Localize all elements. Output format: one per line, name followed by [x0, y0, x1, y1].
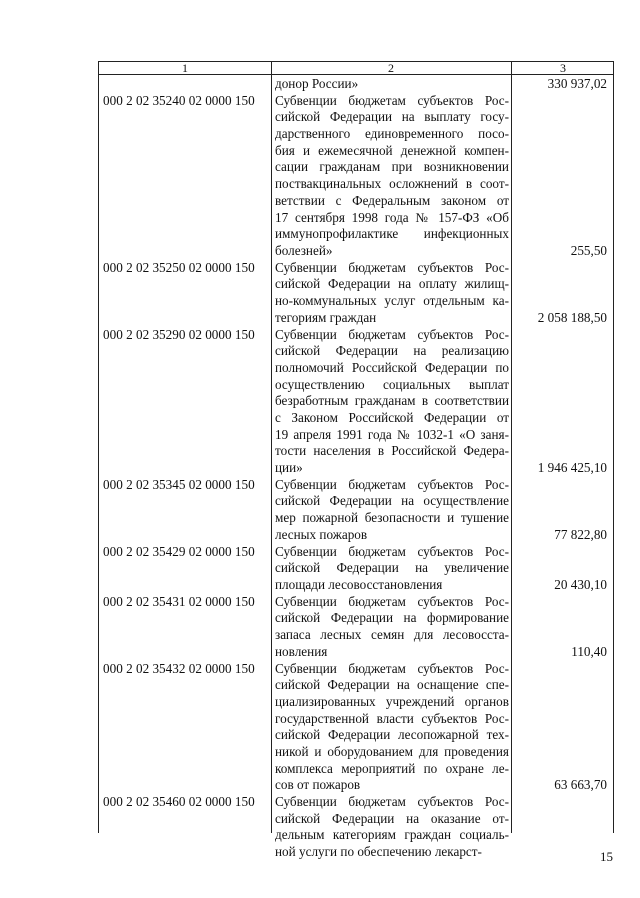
description-line: сийской Федерации на увеличение	[275, 560, 509, 576]
description-line: ной услуги по обеспечению лекарст-	[275, 844, 482, 860]
table-row	[99, 93, 613, 260]
description-line: сийской Федерации на оказание от-	[275, 810, 509, 826]
description-line: дарственного единовременного посо-	[275, 126, 509, 142]
row-amount: 1 946 425,10	[537, 460, 607, 476]
budget-table	[98, 61, 614, 860]
description-line: иммунопрофилактике инфекционных	[275, 226, 509, 242]
description-line: Субвенции бюджетам субъектов Рос-	[275, 794, 509, 810]
row-code: 000 2 02 35240 02 0000 150	[103, 92, 255, 108]
row-code: 000 2 02 35432 02 0000 150	[103, 660, 255, 676]
description-line: донор России»	[275, 76, 359, 91]
description-line: сийской Федерации на осуществление	[275, 493, 509, 509]
description-line: полномочий Российской Федерации по	[275, 359, 509, 375]
description-line: мер пожарной безопасности и тушение	[275, 510, 509, 526]
row-amount: 110,40	[571, 643, 607, 659]
row-code: 000 2 02 35250 02 0000 150	[103, 259, 255, 275]
description-line: сации гражданам при возникновении	[275, 159, 509, 175]
description-line: с Законом Российской Федерации от	[275, 409, 509, 425]
row-amount: 2 058 188,50	[537, 309, 607, 325]
table-row	[99, 327, 613, 477]
description-line: площади лесовосстановления	[275, 576, 443, 592]
row-amount: 63 663,70	[554, 777, 607, 793]
header-col-1: 1	[182, 61, 188, 75]
description-line: Субвенции бюджетам субъектов Рос-	[275, 476, 509, 492]
description-line: сийской Федерации лесопожарной тех-	[275, 727, 509, 743]
description-line: 19 апреля 1991 года № 1032-1 «О заня-	[275, 426, 509, 442]
description-line: поствакцинальных осложнений в соот-	[275, 176, 509, 192]
description-line: сийской Федерации на формирование	[275, 610, 509, 626]
description-line: никой и оборудованием для проведения	[275, 743, 509, 759]
description-line: Субвенции бюджетам субъектов Рос-	[275, 593, 509, 609]
description-line: государственной власти субъектов Рос-	[275, 710, 509, 726]
description-line: болезней»	[275, 242, 333, 258]
row-description	[275, 260, 509, 327]
description-line: комплекса мероприятий по охране ле-	[275, 760, 509, 776]
row-code: 000 2 02 35429 02 0000 150	[103, 543, 255, 559]
row-code: 000 2 02 35290 02 0000 150	[103, 326, 255, 342]
table-row	[99, 661, 613, 795]
row-description	[275, 544, 509, 594]
description-line: новления	[275, 643, 328, 659]
description-line: циализированных учреждений органов	[275, 693, 509, 709]
description-line: Субвенции бюджетам субъектов Рос-	[275, 326, 509, 342]
description-line: ветствии с Федеральным законом от	[275, 192, 509, 208]
row-amount: 20 430,10	[554, 576, 607, 592]
header-col-2: 2	[388, 61, 394, 75]
row-description	[275, 594, 509, 661]
description-line: сов от пожаров	[275, 777, 361, 793]
description-line: бия и ежемесячной денежной компен-	[275, 142, 509, 158]
description-line: лесных пожаров	[275, 526, 368, 542]
row-code: 000 2 02 35345 02 0000 150	[103, 476, 255, 492]
table-row	[99, 477, 613, 544]
row-description	[275, 794, 509, 861]
table-row	[99, 594, 613, 661]
row-amount: 255,50	[570, 242, 607, 258]
description-line: осуществлению социальных выплат	[275, 376, 509, 392]
table-header-row	[99, 61, 613, 75]
header-col-3: 3	[560, 61, 566, 75]
table-row	[99, 76, 613, 93]
row-description	[275, 76, 509, 93]
row-code: 000 2 02 35431 02 0000 150	[103, 593, 255, 609]
row-amount: 330 937,02	[547, 76, 607, 91]
row-code: 000 2 02 35460 02 0000 150	[103, 794, 255, 810]
description-line: тегориям граждан	[275, 309, 377, 325]
row-description	[275, 661, 509, 795]
description-line: дельным категориям граждан социаль-	[275, 827, 509, 843]
page-number: 15	[600, 849, 613, 864]
description-line: ции»	[275, 460, 303, 475]
description-line: Субвенции бюджетам субъектов Рос-	[275, 660, 509, 676]
description-line: сийской Федерации на реализацию	[275, 343, 509, 359]
description-line: 17 сентября 1998 года № 157-ФЗ «Об	[275, 209, 509, 225]
description-line: сийской Федерации на оплату жилищ-	[275, 276, 509, 292]
description-line: безработным гражданам в соответствии	[275, 393, 509, 409]
row-description	[275, 477, 509, 544]
description-line: Субвенции бюджетам субъектов Рос-	[275, 259, 509, 275]
description-line: сийской Федерации на выплату госу-	[275, 109, 509, 125]
row-amount: 77 822,80	[554, 526, 607, 542]
table-row	[99, 260, 613, 327]
description-line: Субвенции бюджетам субъектов Рос-	[275, 543, 509, 559]
description-line: Субвенции бюджетам субъектов Рос-	[275, 92, 509, 108]
description-line: тости населения в Российской Федера-	[275, 443, 509, 459]
row-description	[275, 327, 509, 477]
description-line: но-коммунальных услуг отдельным ка-	[275, 293, 509, 309]
description-line: сийской Федерации на оснащение спе-	[275, 677, 509, 693]
table-row	[99, 544, 613, 594]
description-line: запаса лесных семян для лесовосста-	[275, 627, 509, 643]
table-row	[99, 794, 613, 861]
row-description	[275, 93, 509, 260]
